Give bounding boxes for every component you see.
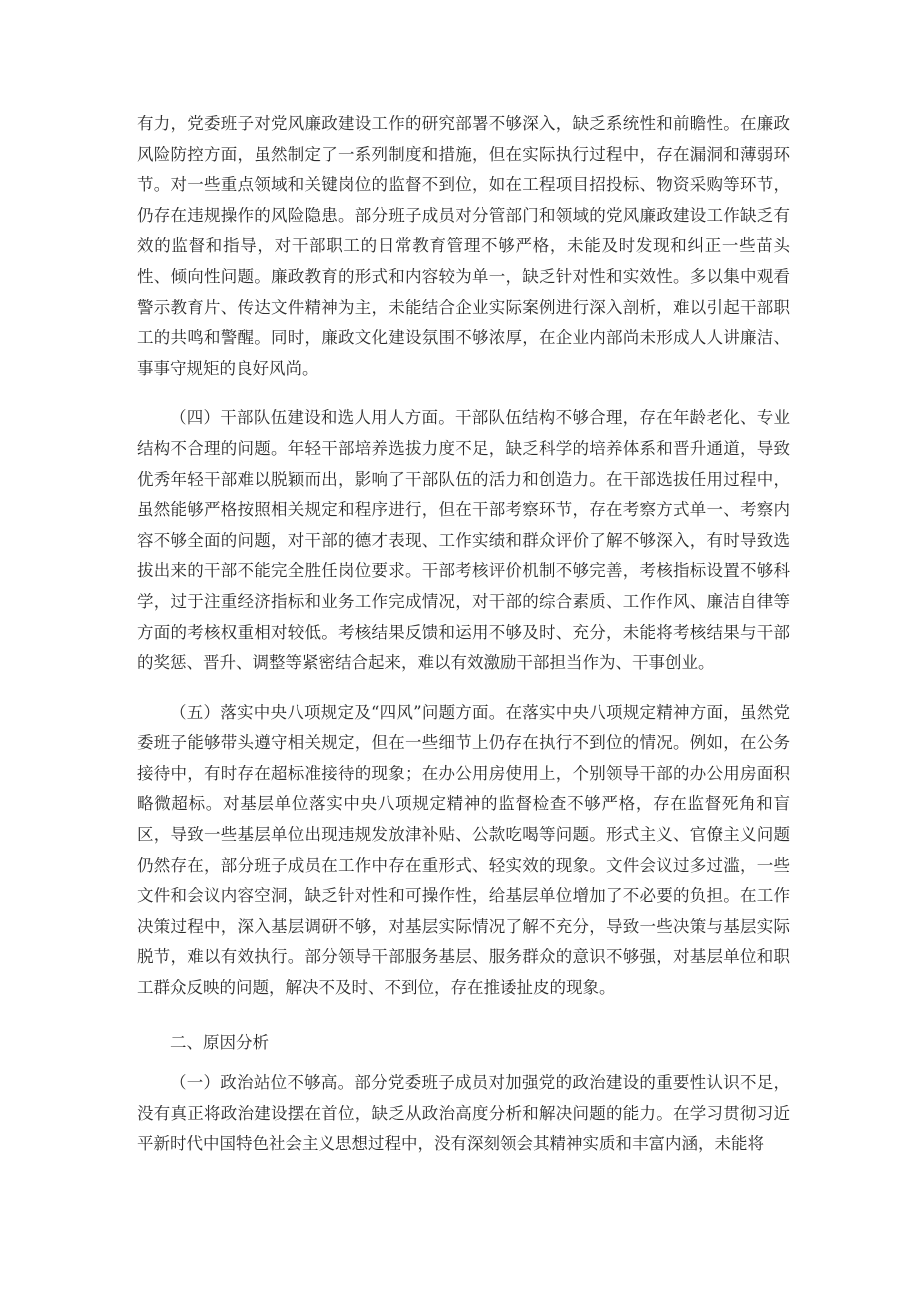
paragraph-political-stance: （一）政治站位不够高。部分党委班子成员对加强党的政治建设的重要性认识不足，没有真正将政治建设摆在首位，缺乏从政治高度分析和解决问题的能力。在学习贯彻习近平新时代中国特色社会主义思想过程中，没有深刻领会其精神实质和丰富内涵，未能将 [137,1073,790,1154]
document-page [137,109,790,1160]
section-heading: 二、原因分析 [170,1032,269,1052]
paragraph-continued: 有力，党委班子对党风廉政建设工作的研究部署不够深入，缺乏系统性和前瞻性。在廉政风险防控方面，虽然制定了一系列制度和措施，但在实际执行过程中，存在漏洞和薄弱环节。对一些重点领域和关键岗位的监督不到位，如在工程项目招投标、物资采购等环节，仍存在违规操作的风险隐患。部分班子成员对分管部门和领域的党风廉政建设工作缺乏有效的监督和指导，对干部职工的日常教育管理不够严格，未能及时发现和纠正一些苗头性、倾向性问题。廉政教育的形式和内容较为单一，缺乏针对性和实效性。多以集中观看警示教育片、传达文件精神为主，未能结合企业实际案例进行深入剖析，难以引起干部职工的共鸣和警醒。同时，廉政文化建设氛围不够浓厚，在企业内部尚未形成人人讲廉洁、事事守规矩的良好风尚。 [137,114,790,378]
paragraph-cadre-building: （四）干部队伍建设和选人用人方面。干部队伍结构不够合理，存在年龄老化、专业结构不合理的问题。年轻干部培养选拔力度不足，缺乏科学的培养体系和晋升通道，导致优秀年轻干部难以脱颖而出，影响了干部队伍的活力和创造力。在干部选拔任用过程中，虽然能够严格按照相关规定和程序进行，但在干部考察环节，存在考察方式单一、考察内容不够全面的问题，对干部的德才表现、工作实绩和群众评价了解不够深入，有时导致选拔出来的干部不能完全胜任岗位要求。干部考核评价机制不够完善，考核指标设置不够科学，过于注重经济指标和业务工作完成情况，对干部的综合素质、工作作风、廉洁自律等方面的考核权重相对较低。考核结果反馈和运用不够及时、充分，未能将考核结果与干部的奖惩、晋升、调整等紧密结合起来，难以有效激励干部担当作为、干事创业。 [137,408,790,673]
paragraph-eight-rules: （五）落实中央八项规定及“四风”问题方面。在落实中央八项规定精神方面，虽然党委班子能够带头遵守相关规定，但在一些细节上仍存在执行不到位的情况。例如，在公务接待中，有时存在超标准接待的现象；在办公用房使用上，个别领导干部的办公用房面积略微超标。对基层单位落实中央八项规定精神的监督检查不够严格，存在监督死角和盲区，导致一些基层单位出现违规发放津补贴、公款吃喝等问题。形式主义、官僚主义问题仍然存在，部分班子成员在工作中存在重形式、轻实效的现象。文件会议过多过滥，一些文件和会议内容空洞，缺乏针对性和可操作性，给基层单位增加了不必要的负担。在工作决策过程中，深入基层调研不够，对基层实际情况了解不充分，导致一些决策与基层实际脱节，难以有效执行。部分领导干部服务基层、服务群众的意识不够强，对基层单位和职工群众反映的问题，解决不及时、不到位，存在推诿扯皮的现象。 [137,702,790,998]
